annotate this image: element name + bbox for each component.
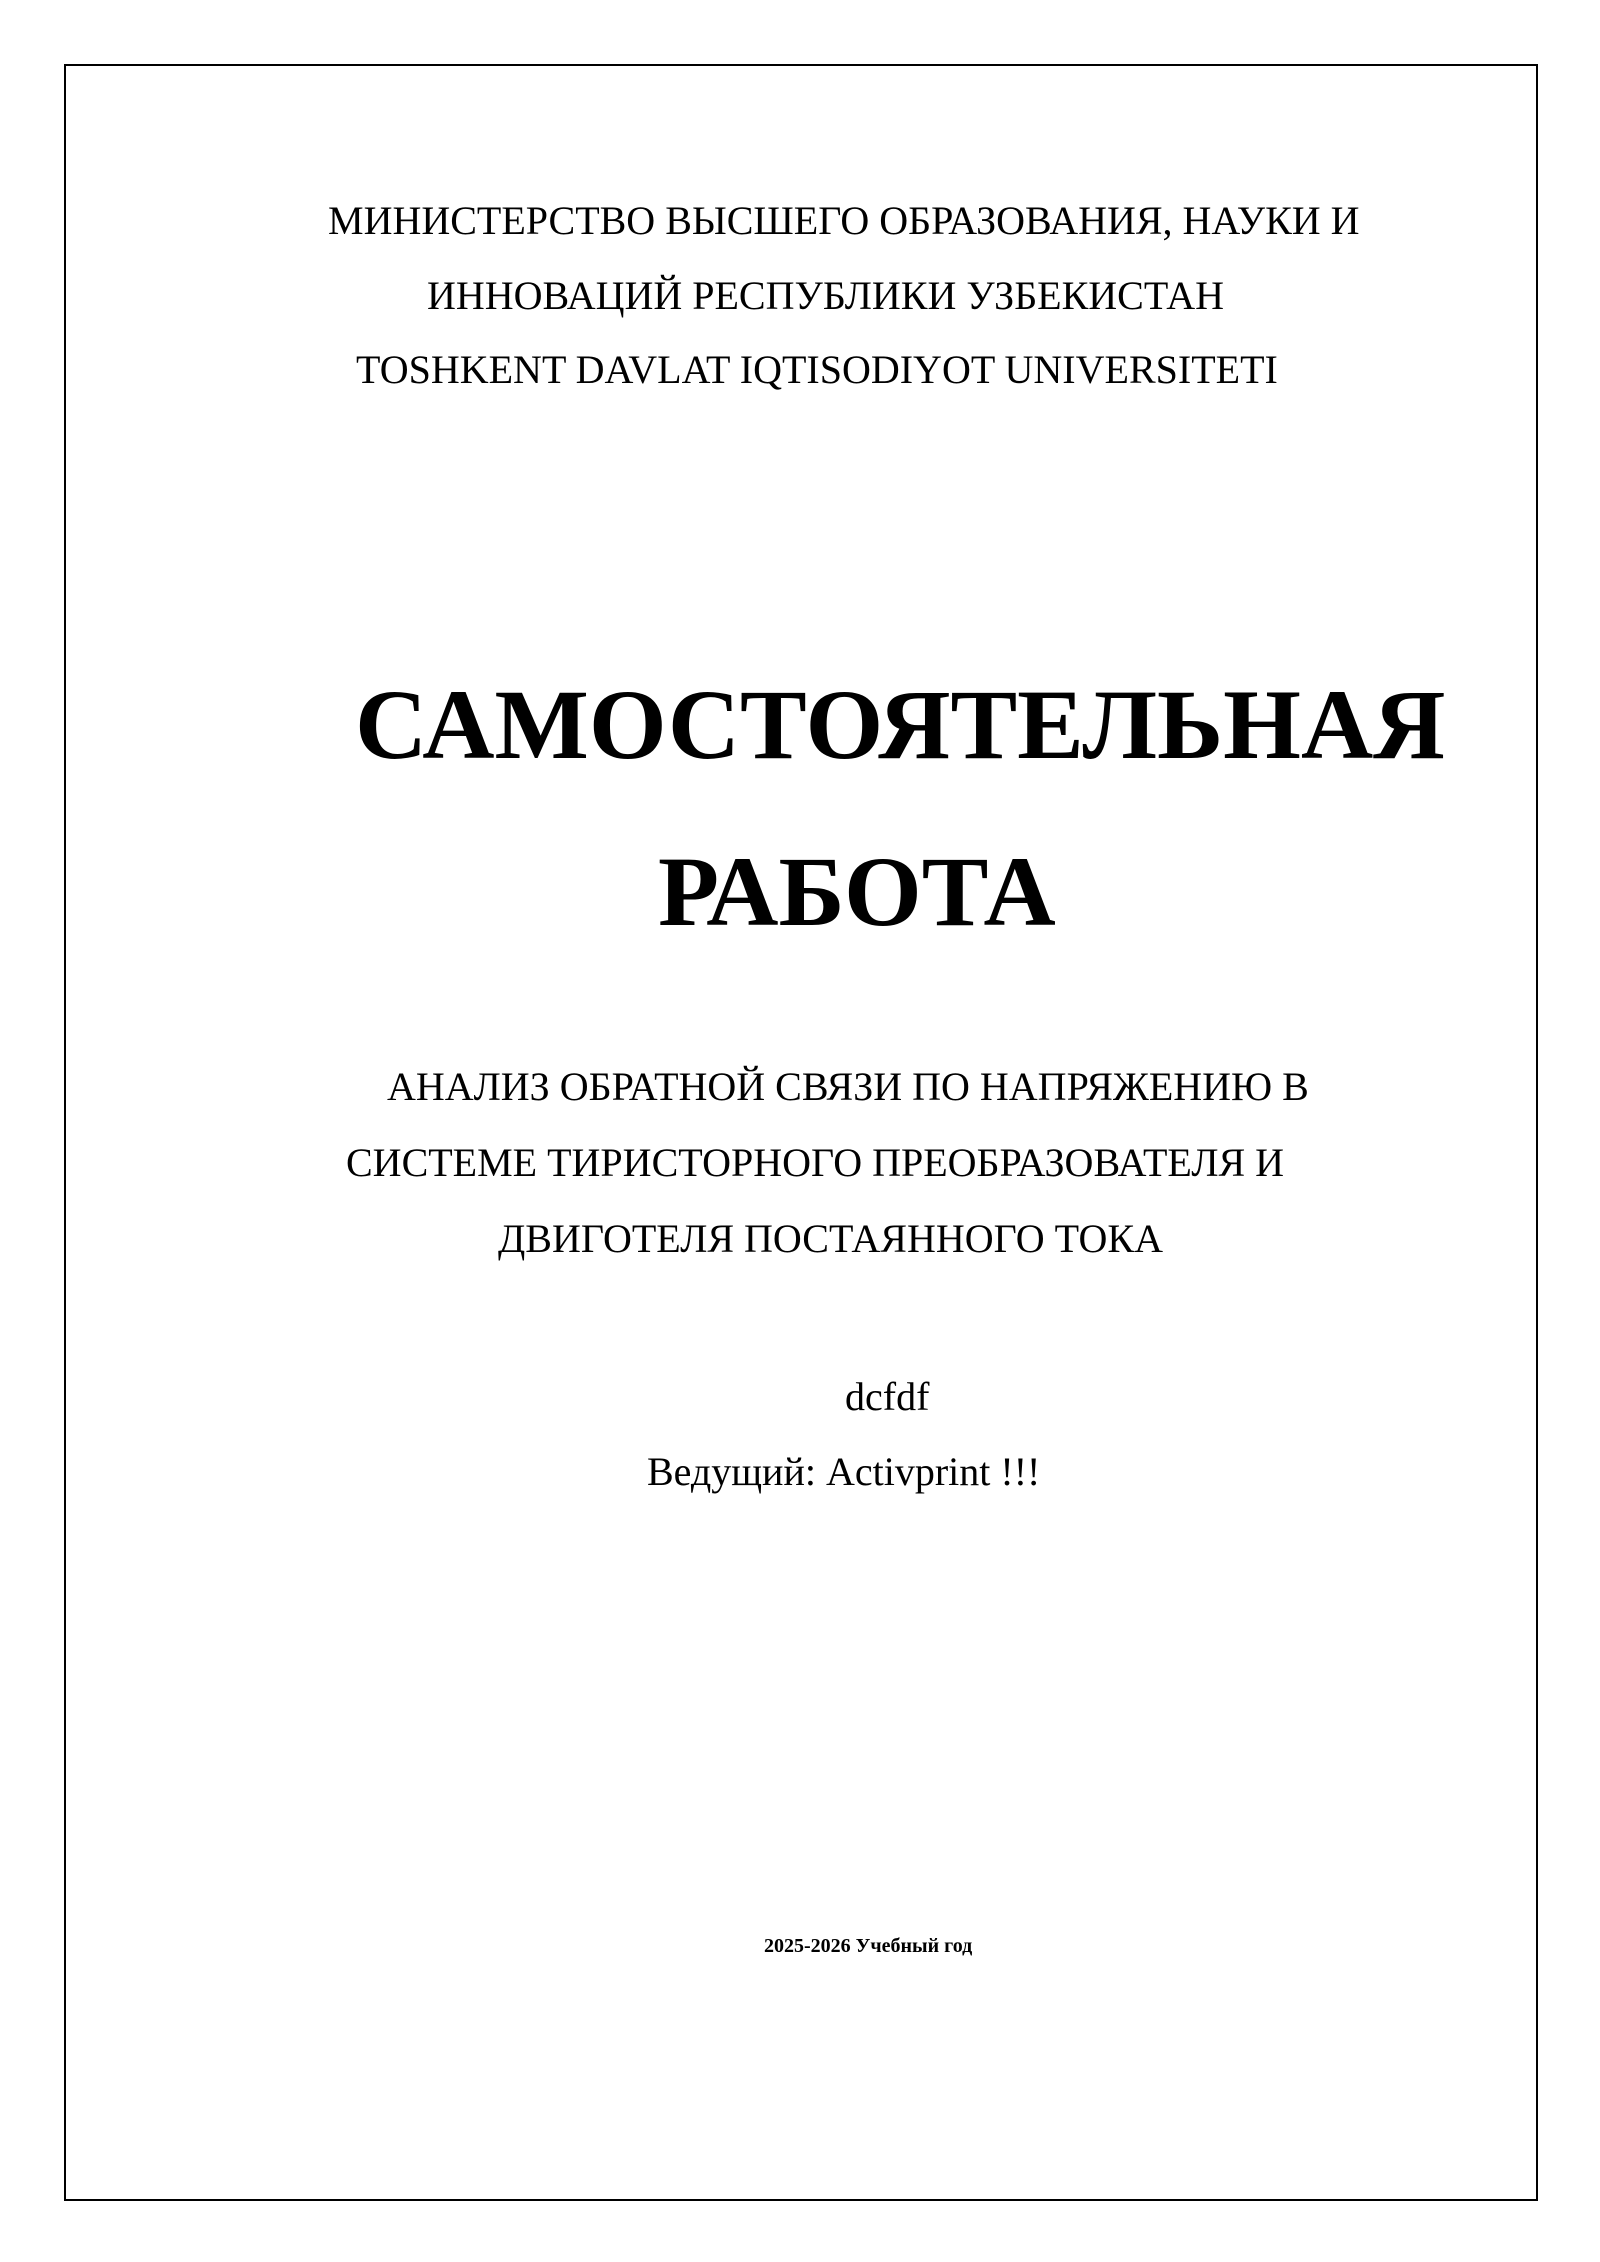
- topic-line-1: АНАЛИЗ ОБРАТНОЙ СВЯЗИ ПО НАПРЯЖЕНИЮ В: [387, 1064, 1309, 1109]
- supervisor-line: Ведущий: Activprint !!!: [647, 1449, 1041, 1494]
- university-name: TOSHKENT DAVLAT IQTISODIYOT UNIVERSITETI: [356, 347, 1278, 392]
- ministry-line-1: МИНИСТЕРСТВО ВЫСШЕГО ОБРАЗОВАНИЯ, НАУКИ И: [328, 198, 1360, 243]
- academic-year: 2025-2026 Учебный год: [764, 1935, 973, 1957]
- topic-line-3: ДВИГОТЕЛЯ ПОСТАЯННОГО ТОКА: [498, 1216, 1163, 1261]
- topic-line-2: СИСТЕМЕ ТИРИСТОРНОГО ПРЕОБРАЗОВАТЕЛЯ И: [346, 1140, 1285, 1185]
- ministry-line-2: ИННОВАЦИЙ РЕСПУБЛИКИ УЗБЕКИСТАН: [427, 273, 1225, 318]
- document-title-line-2: РАБОТА: [658, 836, 1056, 947]
- author-name: dcfdf: [845, 1374, 930, 1419]
- document-title-line-1: САМОСТОЯТЕЛЬНАЯ: [355, 669, 1446, 780]
